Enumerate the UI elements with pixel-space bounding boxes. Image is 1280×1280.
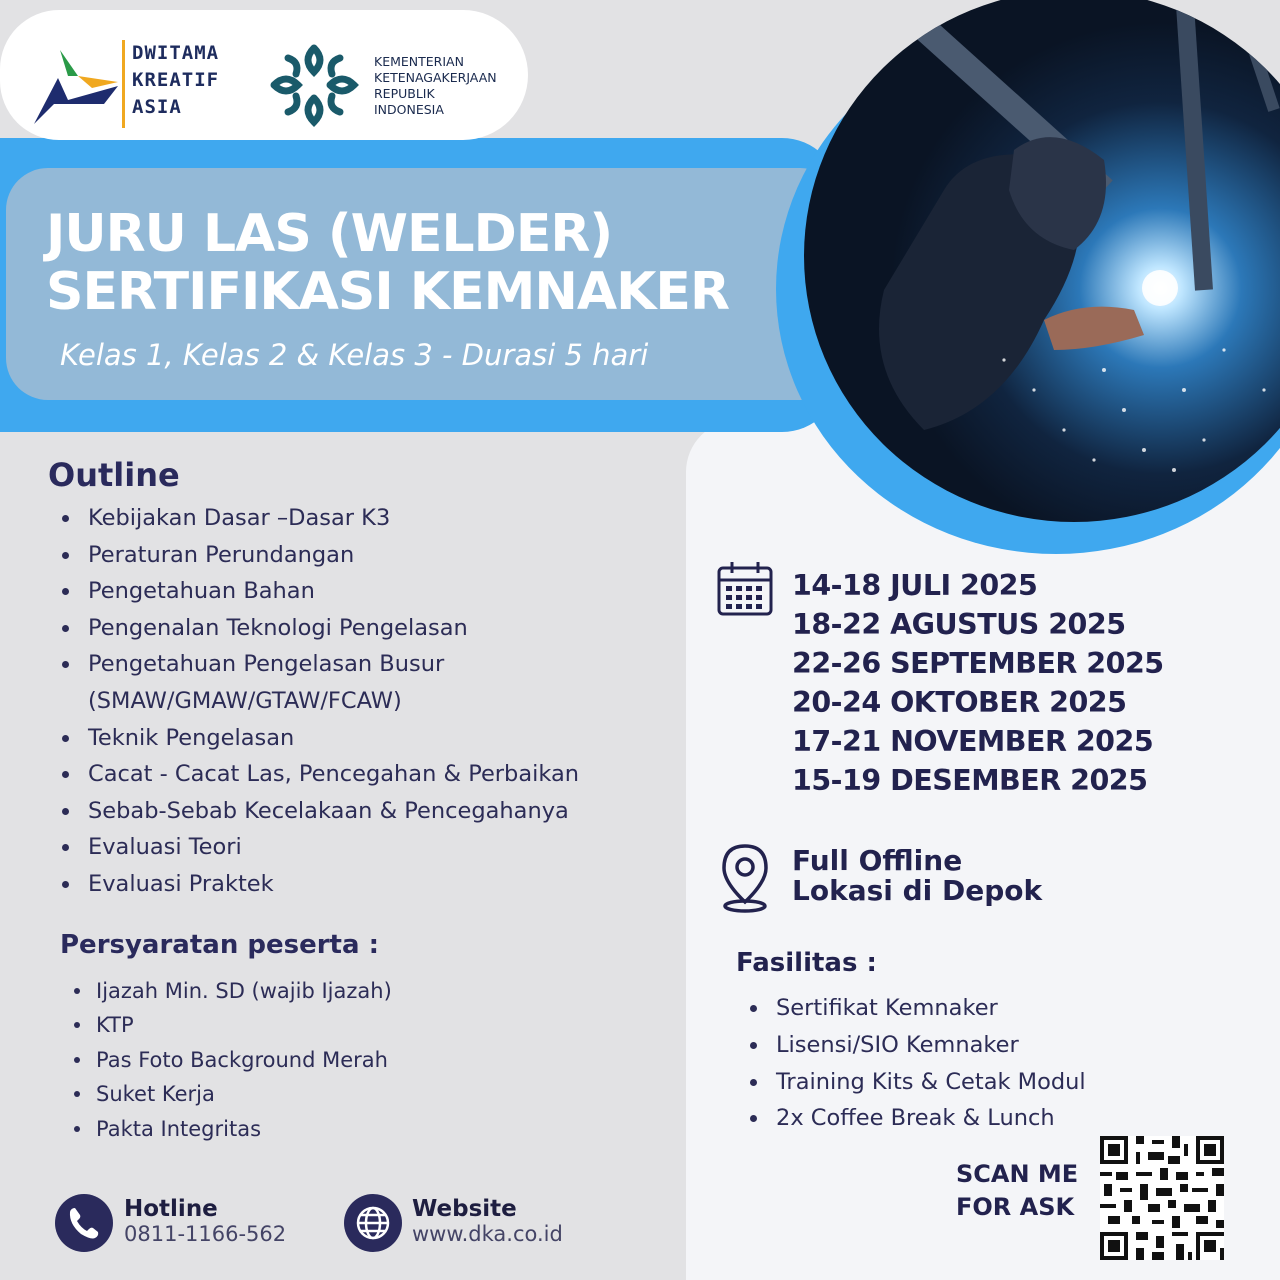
dka-logo-icon (34, 46, 118, 124)
list-item-continuation: (SMAW/GMAW/GTAW/FCAW) (88, 687, 402, 714)
outline-list (62, 500, 682, 903)
kemnaker-logo-text: KEMENTERIAN KETENAGAKERJAAN REPUBLIK INDONESIA (374, 54, 497, 117)
schedule-date: 20-24 OKTOBER 2025 (792, 686, 1127, 719)
hotline-label: Hotline (124, 1196, 218, 1222)
list-item: Pas Foto Background Merah (74, 1043, 674, 1077)
website-link[interactable]: www.dka.co.id (412, 1222, 563, 1246)
schedule-dates (792, 566, 1164, 800)
qr-code[interactable] (1100, 1136, 1224, 1260)
list-item: Teknik Pengelasan (62, 720, 682, 757)
page-subtitle: Kelas 1, Kelas 2 & Kelas 3 - Durasi 5 hari (60, 338, 649, 372)
website-label: Website (412, 1196, 517, 1222)
kemnaker-logo-icon (266, 42, 362, 128)
schedule-date: 15-19 DESEMBER 2025 (792, 764, 1148, 797)
schedule-date: 17-21 NOVEMBER 2025 (792, 725, 1154, 758)
page-title-line-2: SERTIFIKASI KEMNAKER (46, 262, 729, 322)
list-item: 2x Coffee Break & Lunch (750, 1100, 1270, 1137)
phone-icon (55, 1194, 113, 1252)
list-item: Suket Kerja (74, 1077, 674, 1111)
globe-icon (344, 1194, 402, 1252)
outline-heading: Outline (48, 456, 180, 494)
scan-label: SCAN ME FOR ASK (956, 1160, 1079, 1221)
list-item: Lisensi/SIO Kemnaker (750, 1027, 1270, 1064)
requirements-list (74, 974, 674, 1146)
facilities-heading: Fasilitas : (736, 948, 877, 978)
logo-card (0, 10, 528, 140)
schedule-date: 14-18 JULI 2025 (792, 569, 1038, 602)
location-pin-icon (720, 842, 770, 914)
facilities-list (750, 990, 1270, 1137)
requirements-heading: Persyaratan peserta : (60, 930, 379, 960)
list-item: Sertifikat Kemnaker (750, 990, 1270, 1027)
dka-logo-text: DWITAMA KREATIF ASIA (132, 42, 220, 118)
list-item: Pakta Integritas (74, 1112, 674, 1146)
logo-divider (122, 40, 125, 128)
list-item: Cacat - Cacat Las, Pencegahan & Perbaikan (62, 756, 682, 793)
list-item: Evaluasi Teori (62, 829, 682, 866)
list-item: Ijazah Min. SD (wajib Ijazah) (74, 974, 674, 1008)
calendar-icon (716, 560, 774, 618)
list-item: KTP (74, 1008, 674, 1042)
list-item: Pengetahuan Bahan (62, 573, 682, 610)
list-item: Kebijakan Dasar –Dasar K3 (62, 500, 682, 537)
page-title-line-1: JURU LAS (WELDER) (46, 204, 613, 264)
list-item: Peraturan Perundangan (62, 537, 682, 574)
list-item: Pengetahuan Pengelasan Busur (62, 646, 682, 683)
list-item: Sebab-Sebab Kecelakaan & Pencegahanya (62, 793, 682, 830)
location-text: Full Offline Lokasi di Depok (792, 844, 1043, 907)
schedule-date: 22-26 SEPTEMBER 2025 (792, 647, 1164, 680)
list-item: Training Kits & Cetak Modul (750, 1064, 1270, 1101)
schedule-date: 18-22 AGUSTUS 2025 (792, 608, 1126, 641)
list-item: Pengenalan Teknologi Pengelasan (62, 610, 682, 647)
hotline-number[interactable]: 0811-1166-562 (124, 1222, 287, 1246)
list-item: Evaluasi Praktek (62, 866, 682, 903)
